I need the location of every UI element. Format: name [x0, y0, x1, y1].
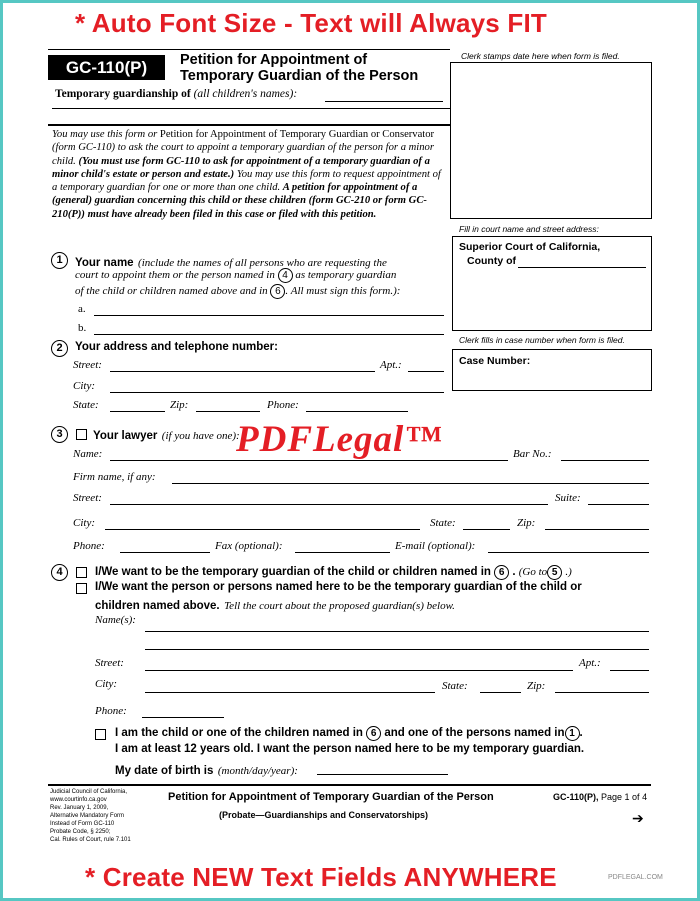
- lawyer-city-field[interactable]: [105, 529, 420, 530]
- apt-label: Apt.:: [380, 359, 402, 371]
- lawyer-street-label: Street:: [73, 492, 102, 504]
- phone-label: Phone:: [267, 399, 299, 411]
- zip-label: Zip:: [170, 399, 189, 411]
- state-field[interactable]: [110, 411, 165, 412]
- footer-citation-line: Judicial Council of California,: [50, 789, 128, 795]
- name-a-label: a.: [78, 303, 86, 315]
- firm-label: Firm name, if any:: [73, 471, 156, 483]
- lawyer-zip-label: Zip:: [517, 517, 536, 529]
- name-a-field[interactable]: [94, 315, 444, 316]
- section-2-heading: Your address and telephone number:: [75, 341, 278, 353]
- footer-divider: [48, 784, 651, 786]
- lawyer-name-label: Name:: [73, 448, 103, 460]
- guardian-phone-field[interactable]: [142, 717, 224, 718]
- section-2-number: 2: [51, 340, 68, 357]
- firm-field[interactable]: [172, 483, 649, 484]
- section-1-hint3: of the child or children named above and in 6 . All must sign this form.):: [75, 285, 401, 297]
- street-label: Street:: [73, 359, 102, 371]
- guardian-zip-field[interactable]: [555, 692, 649, 693]
- fax-label: Fax (optional):: [215, 540, 283, 552]
- section-1-heading: Your name (include the names of all persons who are requesting the: [75, 257, 387, 269]
- names-label: Name(s):: [95, 614, 136, 626]
- next-page-arrow-icon[interactable]: ➔: [632, 810, 644, 826]
- footer-citation-line: Instead of Form GC-110: [50, 821, 115, 827]
- fax-field[interactable]: [295, 552, 390, 553]
- guardian-zip-label: Zip:: [527, 680, 546, 692]
- guardianship-field-2[interactable]: [52, 108, 450, 109]
- footer-citation-line: Probate Code, § 2250;: [50, 829, 111, 835]
- lawyer-checkbox[interactable]: [76, 429, 87, 440]
- pdflegal-watermark: PDFLegal™: [236, 419, 443, 460]
- opt2-line2: children named above. Tell the court about the proposed guardian(s) below.: [95, 600, 455, 612]
- guardian-street-label: Street:: [95, 657, 124, 669]
- form-code-badge: GC-110(P): [48, 55, 165, 80]
- intro-paragraph: You may use this form or Petition for Appointment of Temporary Guardian or Conservator (form GC-110) to ask the court to appoint a temporary guardian of the person for a minor child. (You must use form GC-110 to ask for appointment of a temporary guardian of a minor child's estate or person and estate.) You may use this form to request appointment of a temporary guardian for one or more than one child. A petition for appointment of a (general) guardian concerning this child or these children (form GC-210 or form GC-210(P)) must have already been filed in this case or filed with this petition.: [52, 129, 441, 220]
- bar-field[interactable]: [561, 460, 649, 461]
- city-field[interactable]: [110, 392, 444, 393]
- opt3-line2: I am at least 12 years old. I want the person named here to be my temporary guardian.: [115, 743, 585, 755]
- name-b-label: b.: [78, 322, 87, 334]
- guardian-state-field[interactable]: [480, 692, 521, 693]
- guardian-apt-field[interactable]: [610, 670, 649, 671]
- opt2-checkbox[interactable]: [76, 583, 87, 594]
- banner-bottom: * Create NEW Text Fields ANYWHERE: [85, 862, 557, 892]
- dob-label: My date of birth is (month/day/year):: [115, 765, 298, 777]
- guardian-city-field[interactable]: [145, 692, 435, 693]
- guardian-phone-label: Phone:: [95, 705, 127, 717]
- names-field-2[interactable]: [145, 649, 649, 650]
- guardianship-field[interactable]: [325, 101, 443, 102]
- section-1-hint2: court to appoint them or the person named in 4 as temporary guardian: [75, 269, 397, 281]
- footer-citation: [50, 788, 131, 844]
- guardian-state-label: State:: [442, 680, 468, 692]
- top-rule: [48, 49, 450, 50]
- apt-field[interactable]: [408, 371, 444, 372]
- court-label: Fill in court name and street address:: [459, 224, 599, 234]
- email-field[interactable]: [488, 552, 649, 553]
- footer-site: PDFLEGAL.COM: [608, 874, 663, 881]
- footer-citation-line: Alternative Mandatory Form: [50, 813, 125, 819]
- name-b-field[interactable]: [94, 334, 444, 335]
- court-name: Superior Court of California,: [459, 241, 601, 253]
- case-number-label: Case Number:: [459, 355, 531, 367]
- opt3-line1: I am the child or one of the children named in 6 and one of the persons named in 1 .: [115, 727, 583, 739]
- guardian-street-field[interactable]: [145, 670, 573, 671]
- lawyer-city-label: City:: [73, 517, 95, 529]
- lawyer-state-label: State:: [430, 517, 456, 529]
- lawyer-phone-field[interactable]: [120, 552, 210, 553]
- footer-citation-line: www.courtinfo.ca.gov: [50, 797, 107, 803]
- opt3-checkbox[interactable]: [95, 729, 106, 740]
- suite-label: Suite:: [555, 492, 581, 504]
- footer-title: Petition for Appointment of Temporary Guardian of the Person: [168, 791, 494, 803]
- email-label: E-mail (optional):: [395, 540, 476, 552]
- opt1-text: I/We want to be the temporary guardian of the child or children named in 6 . (Go to 5 .): [95, 566, 572, 578]
- lawyer-zip-field[interactable]: [545, 529, 649, 530]
- section-4-number: 4: [51, 564, 68, 581]
- lawyer-state-field[interactable]: [463, 529, 510, 530]
- bar-label: Bar No.:: [513, 448, 552, 460]
- clerk-stamp-box: [450, 62, 652, 219]
- banner-top: * Auto Font Size - Text will Always FIT: [75, 8, 547, 38]
- phone-field[interactable]: [306, 411, 408, 412]
- form-title-line1: Petition for Appointment of: [180, 52, 368, 68]
- header-divider: [48, 124, 450, 126]
- section-3-heading: Your lawyer (if you have one):: [93, 430, 240, 442]
- guardian-apt-label: Apt.:: [579, 657, 601, 669]
- lawyer-name-field[interactable]: [110, 460, 508, 461]
- opt2-line1: I/We want the person or persons named here to be the temporary guardian of the child or: [95, 581, 582, 593]
- zip-field[interactable]: [196, 411, 260, 412]
- names-field-1[interactable]: [145, 631, 649, 632]
- lawyer-street-field[interactable]: [110, 504, 548, 505]
- footer-subtitle: (Probate—Guardianships and Conservatorships): [219, 810, 429, 820]
- footer-page: GC-110(P), Page 1 of 4: [553, 792, 648, 802]
- county-label: County of: [467, 255, 516, 267]
- guardian-city-label: City:: [95, 678, 117, 690]
- clerk-stamp-label: Clerk stamps date here when form is filed.: [461, 51, 620, 61]
- section-1-number: 1: [51, 252, 68, 269]
- section-3-number: 3: [51, 426, 68, 443]
- state-label: State:: [73, 399, 99, 411]
- city-label: City:: [73, 380, 95, 392]
- county-field[interactable]: [518, 267, 646, 268]
- case-label: Clerk fills in case number when form is filed.: [459, 335, 625, 345]
- lawyer-phone-label: Phone:: [73, 540, 105, 552]
- suite-field[interactable]: [588, 504, 649, 505]
- footer-citation-line: Cal. Rules of Court, rule 7.101: [50, 837, 131, 843]
- form-title-line2: Temporary Guardian of the Person: [180, 68, 419, 84]
- guardianship-label: Temporary guardianship of (all children's names):: [55, 88, 298, 100]
- opt1-checkbox[interactable]: [76, 567, 87, 578]
- footer-citation-line: Rev. January 1, 2009,: [50, 805, 109, 811]
- dob-field[interactable]: [317, 774, 448, 775]
- street-field[interactable]: [110, 371, 375, 372]
